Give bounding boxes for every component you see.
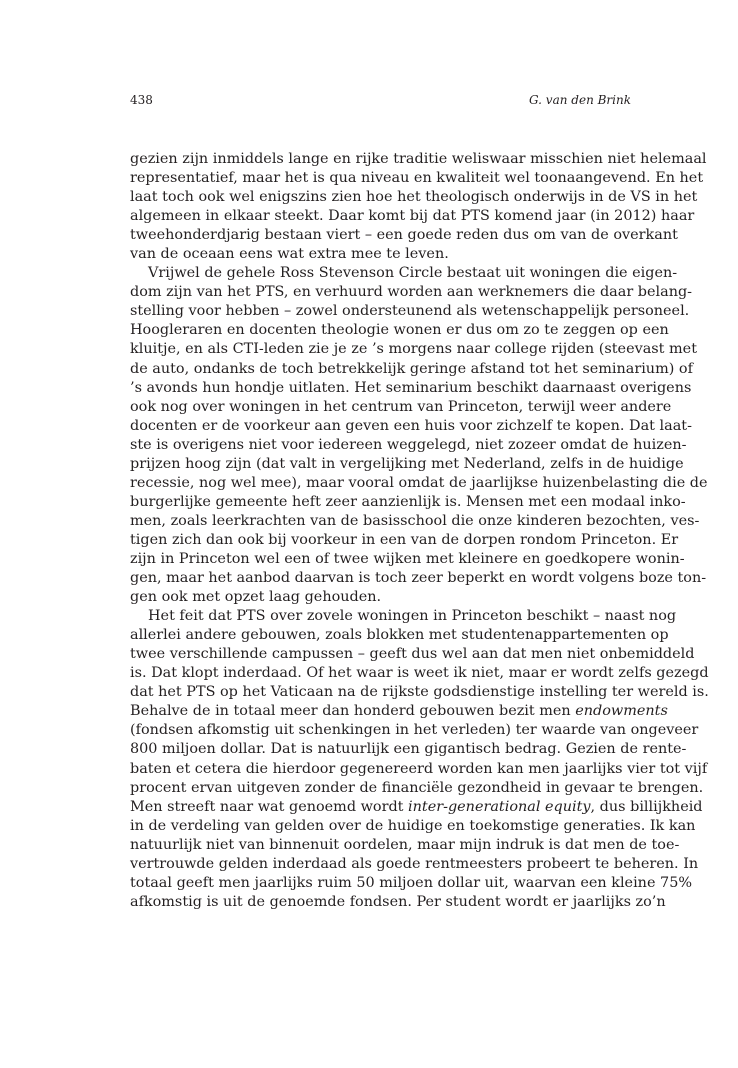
text-line: tigen zich dan ook bij voorkeur in een van de dorpen rondom Princeton. Er <box>130 531 679 548</box>
text-line: is. Dat klopt inderdaad. Of het waar is weet ik niet, maar er wordt zelfs gezegd <box>130 665 709 682</box>
text-line: kluitje, en als CTI-leden zie je ze ’s morgens naar college rijden (steevast met <box>130 341 697 358</box>
body-text <box>130 150 709 912</box>
text-line <box>130 702 668 721</box>
text-segment: Men streeft naar wat genoemd wordt <box>130 798 409 815</box>
text-line: dom zijn van het PTS, en verhuurd worden aan werknemers die daar belang- <box>130 284 693 301</box>
text-line <box>130 798 703 817</box>
page-number: 438 <box>130 93 153 107</box>
paragraph-start-line: Het feit dat PTS over zovele woningen in Princeton beschikt – naast nog <box>148 608 677 625</box>
paragraph-start-line: Vrijwel de gehele Ross Stevenson Circle bestaat uit woningen die eigen- <box>148 265 678 282</box>
text-line: natuurlijk niet van binnenuit oordelen, maar mijn indruk is dat men de toe- <box>130 836 680 853</box>
text-line: recessie, nog wel mee), maar vooral omdat de jaarlijkse huizenbelasting die de <box>130 474 708 491</box>
text-line: Hoogleraren en docenten theologie wonen er dus om zo te zeggen op een <box>130 322 669 339</box>
text-line: gezien zijn inmiddels lange en rijke traditie weliswaar misschien niet helemaal <box>130 151 707 167</box>
text-line: gen ook met opzet laag gehouden. <box>130 589 382 606</box>
text-line: vertrouwde gelden inderdaad als goede rentmeesters probeert te beheren. In <box>130 855 699 872</box>
text-line: twee verschillende campussen – geeft dus wel aan dat men niet onbemiddeld <box>130 646 695 663</box>
text-line: (fondsen afkomstig uit schenkingen in het verleden) ter waarde van ongeveer <box>130 722 699 739</box>
text-line: stelling voor hebben – zowel ondersteunend als wetenschappelijk personeel. <box>130 303 690 320</box>
text-line: ook nog over woningen in het centrum van Princeton, terwijl weer andere <box>130 398 672 415</box>
text-line: zijn in Princeton wel een of twee wijken met kleinere en goedkopere wonin- <box>130 550 685 567</box>
text-line: men, zoals leerkrachten van de basisschool die onze kinderen bezochten, ves- <box>130 512 700 529</box>
text-line: totaal geeft men jaarlijks ruim 50 miljoen dollar uit, waarvan een kleine 75% <box>130 874 693 891</box>
emphasis-endowments: endowments <box>575 703 668 720</box>
text-line: in de verdeling van gelden over de huidige en toekomstige generaties. Ik kan <box>130 817 696 834</box>
text-line: 800 miljoen dollar. Dat is natuurlijk een gigantisch bedrag. Gezien de rente- <box>130 741 687 758</box>
text-line: de auto, ondanks de toch betrekkelijk geringe afstand tot het seminarium) of <box>130 360 693 377</box>
text-line: ste is overigens niet voor iedereen weggelegd, niet zozeer omdat de huizen- <box>130 436 687 453</box>
text-line: afkomstig is uit de genoemde fondsen. Per student wordt er jaarlijks zo’n <box>130 893 666 910</box>
text-line: docenten er de voorkeur aan geven een huis voor zichzelf te kopen. Dat laat- <box>130 417 692 434</box>
text-line: gen, maar het aanbod daarvan is toch zeer beperkt en wordt volgens boze ton- <box>130 570 707 587</box>
text-line: algemeen in elkaar steekt. Daar komt bij dat PTS komend jaar (in 2012) haar <box>130 208 695 225</box>
text-line: ’s avonds hun hondje uitlaten. Het seminarium beschikt daarnaast overigens <box>130 379 692 396</box>
text-line: tweehonderdjarig bestaan viert – een goede reden dus om van de overkant <box>130 227 678 244</box>
text-line: allerlei andere gebouwen, zoals blokken met studentenappartementen op <box>130 627 669 644</box>
text-line: procent ervan uitgeven zonder de financiële gezondheid in gevaar te brengen. <box>130 779 704 796</box>
text-line: baten et cetera die hierdoor gegenereerd worden kan men jaarlijks vier tot vijf <box>130 760 708 777</box>
running-head-author: G. van den Brink <box>529 93 631 107</box>
text-line: van de oceaan eens wat extra mee te leven. <box>130 246 449 263</box>
text-segment: , dus billijkheid <box>590 798 703 815</box>
text-line: representatief, maar het is qua niveau en kwaliteit wel toonaangevend. En het <box>130 170 704 187</box>
running-head <box>130 92 631 108</box>
emphasis-inter-generational-equity: inter-generational equity <box>408 798 591 815</box>
text-line: burgerlijke gemeente heft zeer aanzienlijk is. Mensen met een modaal inko- <box>130 493 686 510</box>
text-line: laat toch ook wel enigszins zien hoe het theologisch onderwijs in de VS in het <box>130 189 698 206</box>
text-line: prijzen hoog zijn (dat valt in vergelijking met Nederland, zelfs in de huidige <box>130 455 684 472</box>
text-line: dat het PTS op het Vaticaan na de rijkste godsdienstige instelling ter wereld is. <box>130 684 709 701</box>
text-segment: Behalve de in totaal meer dan honderd gebouwen bezit men <box>130 703 576 720</box>
